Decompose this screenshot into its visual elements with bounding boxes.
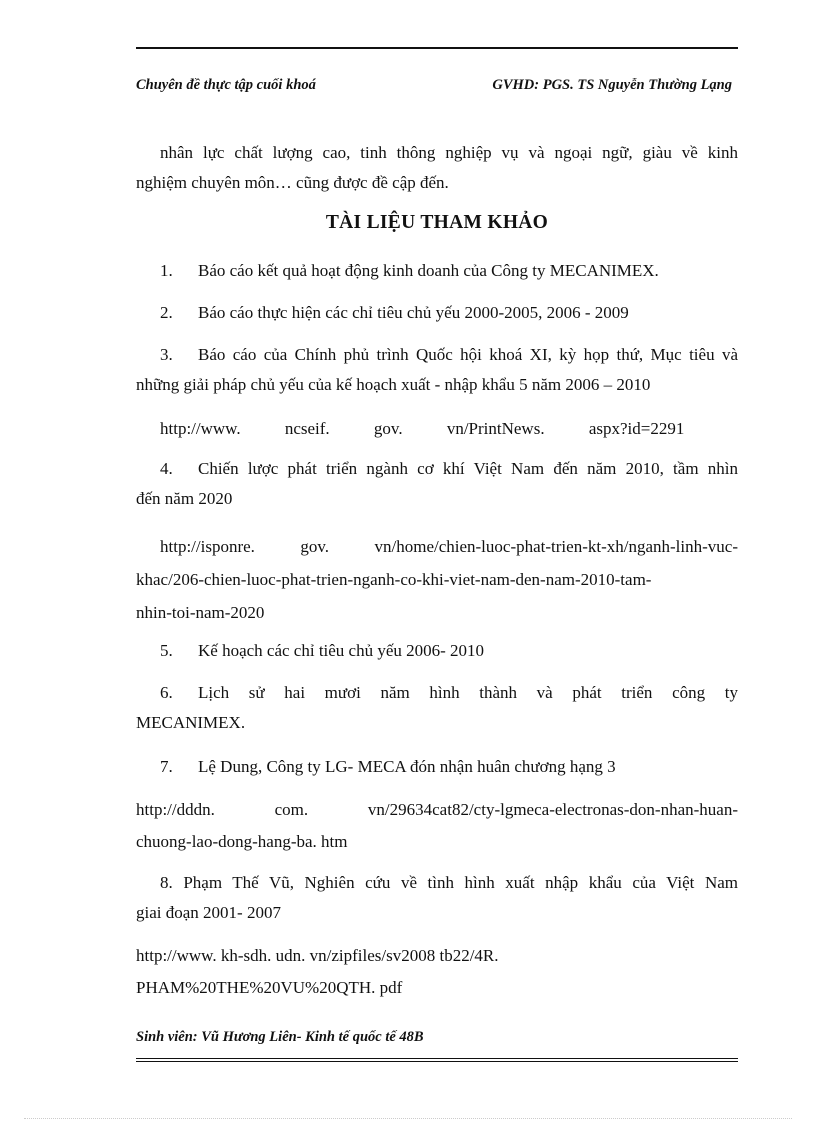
- reference-text: Lịch sử hai mươi năm hình thành và phát triển công ty: [198, 683, 738, 702]
- reference-number: 8.: [160, 873, 173, 892]
- reference-number: 4.: [160, 459, 173, 478]
- reference-2: [136, 298, 762, 328]
- url-line-1: http://isponre. gov. vn/home/chien-luoc-phat-trien-kt-xh/nganh-linh-vuc-: [160, 537, 738, 556]
- reference-number: 3.: [160, 345, 173, 364]
- reference-8: [136, 868, 738, 928]
- footer-rule: [136, 1058, 738, 1062]
- intro-line-2: nghiệm chuyên môn… cũng được đề cập đến.: [136, 173, 449, 192]
- page-title: TÀI LIỆU THAM KHẢO: [325, 212, 549, 233]
- url-line-1: http://dddn. com. vn/29634cat82/cty-lgmeca-electronas-don-nhan-huan-: [136, 800, 738, 819]
- reference-number: 5.: [160, 641, 173, 660]
- reference-6: [136, 678, 738, 738]
- reference-4-url: [136, 530, 738, 629]
- reference-line: [136, 678, 738, 708]
- reference-7: [136, 752, 762, 782]
- reference-5: [136, 636, 762, 666]
- reference-line: [136, 454, 738, 484]
- reference-1: [136, 256, 762, 286]
- reference-number: 6.: [160, 683, 173, 702]
- reference-line: [136, 868, 738, 898]
- reference-3-url: http://www. ncseif. gov. vn/PrintNews. aspx?id=2291: [160, 419, 685, 438]
- reference-line: những giải pháp chủ yếu của kế hoạch xuất - nhập khẩu 5 năm 2006 – 2010: [136, 375, 651, 394]
- url-line-3: nhin-toi-nam-2020: [136, 603, 265, 622]
- header-advisor: GVHD: PGS. TS Nguyễn Thường Lạng: [492, 77, 732, 93]
- reference-number: 1.: [160, 261, 173, 280]
- reference-text: Kế hoạch các chỉ tiêu chủ yếu 2006- 2010: [198, 641, 485, 660]
- reference-text: Báo cáo kết quả hoạt động kinh doanh của Công ty MECANIMEX.: [198, 261, 659, 280]
- reference-text: Báo cáo của Chính phủ trình Quốc hội khoá XI, kỳ họp thứ, Mục tiêu và: [198, 345, 738, 364]
- url-line-2: khac/206-chien-luoc-phat-trien-nganh-co-khi-viet-nam-den-nam-2010-tam-: [136, 570, 652, 589]
- intro-line-1: nhân lực chất lượng cao, tinh thông nghiệp vụ và ngoại ngữ, giàu về kinh: [160, 143, 738, 162]
- url-line-1: http://www. kh-sdh. udn. vn/zipfiles/sv2008 tb22/4R.: [136, 946, 499, 965]
- reference-text: Chiến lược phát triển ngành cơ khí Việt Nam đến năm 2010, tầm nhìn: [198, 459, 738, 478]
- reference-number: 7.: [160, 757, 173, 776]
- reference-8-url: [136, 940, 738, 1004]
- intro-paragraph: [136, 138, 738, 198]
- reference-number: 2.: [160, 303, 173, 322]
- page-header: [136, 77, 738, 99]
- reference-line: giai đoạn 2001- 2007: [136, 903, 281, 922]
- reference-text: Phạm Thế Vũ, Nghiên cứu về tình hình xuất nhập khẩu của Việt Nam: [183, 873, 739, 892]
- header-course: Chuyên đề thực tập cuối khoá: [136, 77, 316, 93]
- url-line-2: chuong-lao-dong-hang-ba. htm: [136, 832, 348, 851]
- reference-line: MECANIMEX.: [136, 713, 246, 732]
- page-footer: Sinh viên: Vũ Hương Liên- Kinh tế quốc tế 48B: [136, 1029, 424, 1045]
- url-line-2: PHAM%20THE%20VU%20QTH. pdf: [136, 978, 403, 997]
- reference-line: [136, 340, 738, 370]
- page-edge-dots: [24, 1118, 792, 1119]
- reference-4: [136, 454, 738, 514]
- reference-7-url: [136, 794, 738, 858]
- reference-line: đến năm 2020: [136, 489, 233, 508]
- reference-text: Báo cáo thực hiện các chỉ tiêu chủ yếu 2000-2005, 2006 - 2009: [198, 303, 629, 322]
- reference-text: Lệ Dung, Công ty LG- MECA đón nhận huân chương hạng 3: [198, 757, 616, 776]
- header-rule: [136, 47, 738, 49]
- reference-3: [136, 340, 738, 400]
